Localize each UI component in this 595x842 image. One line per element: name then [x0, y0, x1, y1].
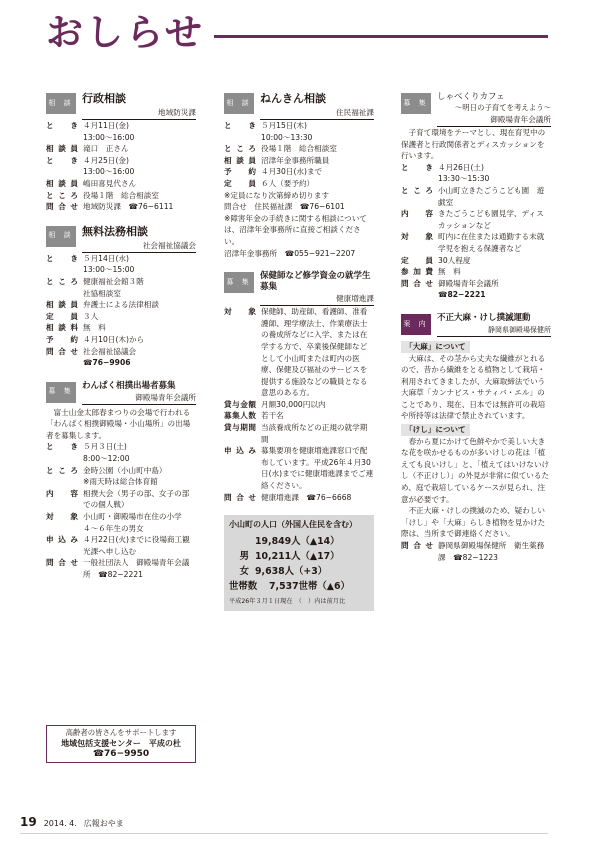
- section-tel: ☎82−2221: [438, 290, 486, 300]
- info-label: 問合せ: [224, 492, 256, 502]
- info-row: [401, 185, 551, 208]
- subheading-taima: 「大麻」について: [401, 341, 470, 353]
- info-label: 予 約: [224, 167, 256, 177]
- info-row: [46, 178, 196, 190]
- info-value: ４月26日(土): [438, 162, 484, 172]
- info-label: 申込み: [46, 535, 78, 545]
- title-rule: [214, 35, 548, 38]
- section-dept: 静岡県御殿場保健所: [437, 325, 551, 337]
- info-value: 町内に在住または通勤する未就学児を抱える保護者など: [438, 232, 545, 253]
- info-value: 無 料: [83, 323, 106, 333]
- info-row: [46, 322, 196, 334]
- support-line-1: 高齢者の皆さんをサポートします: [65, 728, 177, 737]
- info-row: [224, 422, 374, 445]
- info-row: [401, 208, 551, 231]
- population-title: 小山町の人口（外国人住民を含む）: [229, 520, 357, 530]
- info-row: [46, 534, 196, 557]
- info-row: [224, 143, 374, 155]
- support-line-2: 地域包括支援センター 平成の杜: [61, 738, 181, 748]
- info-value: 募集要項を健康増進課窓口で配布しています。平成26年４月30日(水)までに健康増進課までご連絡ください。: [261, 446, 374, 491]
- info-value: 御殿場青年会議所: [438, 278, 499, 288]
- info-label: [46, 476, 83, 488]
- section-rows: [224, 306, 374, 503]
- population-total-value: 19,849人（▲14）: [255, 535, 340, 547]
- info-label: 相談員: [46, 178, 78, 188]
- info-label: 問合せ: [46, 558, 78, 568]
- info-value: 月額30,000円以内: [261, 399, 326, 409]
- info-row: [401, 231, 551, 254]
- section-rows: [401, 162, 551, 290]
- subheading-keshi: 「けし」について: [401, 424, 470, 436]
- section-title: 保健師など修学資金の就学生募集: [260, 271, 371, 292]
- column-2: [224, 92, 374, 611]
- info-label: 定 員: [46, 311, 78, 321]
- info-value: 弁護士による法律相談: [83, 300, 159, 310]
- population-households-value: 7,537世帯（▲6）: [269, 580, 350, 592]
- section-title: ねんきん相談: [260, 92, 326, 105]
- info-label: [46, 132, 83, 144]
- info-row: [224, 132, 374, 144]
- info-label: 問合せ: [401, 541, 433, 550]
- info-row: [46, 465, 196, 477]
- section-tag: 相 談: [46, 93, 76, 114]
- info-label: 募集人数: [224, 411, 256, 421]
- info-row: [401, 162, 551, 174]
- info-row: [46, 488, 196, 511]
- info-value: ４月25日(金): [83, 155, 129, 165]
- info-label: 貸与期間: [224, 423, 256, 433]
- info-label: ところ: [401, 185, 433, 195]
- section-gyousei: [46, 92, 196, 213]
- info-value: ５月３日(土): [83, 442, 127, 452]
- section-nenkin: [224, 92, 374, 259]
- section-houritsu: [46, 225, 196, 369]
- info-row: [46, 166, 196, 178]
- info-row: [224, 306, 374, 399]
- population-male-value: 10,211人（▲17）: [255, 550, 340, 562]
- section-wanpaku: [46, 381, 196, 581]
- info-label: 対 象: [401, 232, 433, 242]
- info-value: 健康福祉会館３階: [83, 276, 144, 286]
- population-female-value: 9,638人（+3）: [255, 565, 328, 577]
- info-label: ところ: [46, 276, 78, 286]
- info-row: [224, 410, 374, 422]
- info-row: [46, 155, 196, 167]
- info-row: [46, 557, 196, 580]
- info-row: [46, 143, 196, 155]
- info-value: ４月30日(水)まで: [261, 167, 323, 177]
- section-taima: [401, 313, 551, 563]
- info-label: と き: [46, 155, 78, 165]
- info-value: 社協相談室: [83, 288, 121, 298]
- population-total: [229, 534, 370, 549]
- footer: [20, 815, 124, 829]
- info-label: 問合せ: [46, 202, 78, 212]
- info-value: 沼津年金事務所職員: [261, 155, 330, 165]
- section-dept: 御殿場青年会議所: [82, 393, 196, 405]
- info-value: きたごうこども園見学、ディスカッションなど: [438, 209, 544, 230]
- support-box: [46, 725, 196, 763]
- info-value: 小山町立きたごうこども園 遊戯室: [438, 185, 545, 207]
- section-cafe: [401, 92, 551, 301]
- info-value: 若干名: [261, 411, 284, 421]
- info-label: 相談料: [46, 323, 78, 333]
- info-value: ５月15日(木): [261, 121, 307, 130]
- info-value: 一般社団法人 御殿場青年会議所 ☎82−2221: [83, 558, 190, 579]
- info-row: [46, 311, 196, 323]
- info-label: 参加費: [401, 267, 433, 277]
- info-value: ４月10日(木)から: [83, 334, 145, 344]
- section-dept: 社会福祉協議会: [82, 241, 196, 253]
- info-row: [224, 445, 374, 491]
- info-value: 嶋田喜見代さん: [83, 178, 137, 188]
- section-rows: [46, 441, 196, 580]
- column-1: [46, 92, 196, 593]
- info-row: [46, 476, 196, 488]
- info-value: 30人程度: [438, 255, 471, 265]
- info-label: ところ: [46, 190, 78, 200]
- info-value: 10:00〜13:30: [261, 132, 313, 142]
- section-tag: 案 内: [401, 314, 431, 335]
- section-tag: 相 談: [224, 93, 254, 114]
- section-subtitle: 〜明日の子育てを考えよう〜: [454, 102, 551, 112]
- info-label: 貸与金額: [224, 399, 256, 409]
- info-row: [401, 255, 551, 267]
- info-label: と き: [46, 253, 78, 263]
- info-label: 対 象: [224, 307, 256, 317]
- info-label: [224, 132, 261, 144]
- info-row: [224, 492, 374, 504]
- section-title: 不正大麻・けし撲滅運動: [437, 312, 531, 323]
- section-tag: 相 談: [46, 226, 76, 247]
- info-value: 13:00〜16:00: [83, 132, 135, 142]
- section-tag: 募 集: [46, 382, 76, 403]
- section-note: 沼津年金事務所 ☎055−921−2207: [224, 248, 356, 258]
- info-row: [224, 178, 374, 190]
- section-intro: 子育て環境をテーマとし、現在育児中の保護者と行政関係者とディスカッションを行います。: [401, 128, 546, 161]
- info-value: 相撲大会（男子の部、女子の部での個人戦）: [83, 488, 190, 510]
- support-tel: ☎76−9950: [92, 749, 150, 759]
- section-note: ※定員になり次第締め切ります: [224, 190, 330, 200]
- info-label: 問合せ: [46, 346, 78, 356]
- info-value: ６人（要予約）: [261, 178, 315, 188]
- info-row: [46, 201, 196, 213]
- info-value: 滝口 正さん: [83, 144, 129, 154]
- info-value: 金時公園（小山町中島）: [83, 465, 167, 475]
- section-tel: ☎76−9906: [83, 358, 131, 368]
- info-value: 13:00〜16:00: [83, 167, 135, 177]
- info-row: [46, 276, 196, 288]
- info-row: [224, 120, 374, 132]
- info-label: [46, 453, 83, 465]
- info-label: と き: [46, 442, 78, 452]
- info-value: 役場１階 総合相談室: [261, 144, 337, 154]
- info-label: 相談員: [224, 155, 256, 165]
- population-male-label: 男: [239, 550, 249, 562]
- column-3: [401, 92, 551, 575]
- section-note: 問合せ 住民福祉課 ☎76−6101: [224, 202, 345, 212]
- info-row: [46, 441, 196, 453]
- info-label: 申込み: [224, 446, 256, 456]
- section-dept: 御殿場青年会議所: [437, 115, 551, 127]
- footer-rule: [20, 833, 548, 834]
- population-households: [229, 579, 370, 594]
- info-row: [224, 399, 374, 411]
- info-row: [46, 334, 196, 346]
- info-label: と き: [224, 121, 256, 130]
- info-value: 健康増進課 ☎76−6668: [261, 492, 352, 502]
- info-value: 静岡県御殿場保健所 衛生薬務課 ☎82−1223: [438, 541, 545, 562]
- info-label: 内 容: [401, 209, 433, 219]
- section-rows: [401, 540, 551, 563]
- population-female-label: 女: [239, 565, 249, 577]
- info-label: 対 象: [46, 512, 78, 522]
- population-female: [229, 564, 370, 579]
- info-value: 小山町・御殿場市在住の小学４〜６年生の男女: [83, 512, 182, 533]
- info-row: [46, 288, 196, 300]
- population-households-label: 世帯数: [229, 580, 258, 592]
- section-tag: 募 集: [401, 93, 431, 114]
- info-label: ところ: [224, 144, 256, 154]
- info-label: 相談員: [46, 144, 78, 154]
- section-title: 行政相談: [82, 92, 126, 105]
- section-note: ※障害年金の手続きに関する相談については、沼津年金事務所に直接ご相談ください。: [224, 213, 367, 246]
- info-label: 問合せ: [401, 278, 433, 288]
- info-label: 相談員: [46, 300, 78, 310]
- info-value: 役場１階 総合相談室: [83, 190, 159, 200]
- info-value: 地域防災課 ☎76−6111: [83, 202, 174, 212]
- population-male: [229, 549, 370, 564]
- info-row: [46, 120, 196, 132]
- info-label: [401, 173, 438, 185]
- info-row: [46, 299, 196, 311]
- section-rows: [224, 120, 374, 190]
- info-value: 保健師、助産師、看護師、准看護師、理学療法士、作業療法士の養成所などに入学、または在学する方で、卒業後保健師などとして小山町または町内の医療、保健及び福祉のサービスを提供する施設などの職員となる意思のある方。: [261, 307, 368, 398]
- page-number: 19: [20, 815, 37, 829]
- paragraph-keshi: 春から夏にかけて色鮮やかで美しい大きな花を咲かせるものが多いけしの花は「植えても良いけし」と、「植えてはいけないけし（不正けし）」の外見が非常に似ているため、庭で栽培しているケースが見られ、注意が必要です。: [401, 436, 550, 504]
- publication-name: 広報おやま: [83, 819, 124, 828]
- issue-date: 2014. 4.: [43, 819, 77, 828]
- info-value: 13:00〜15:00: [83, 265, 135, 275]
- info-label: 定 員: [224, 178, 256, 188]
- info-label: と き: [46, 121, 78, 130]
- info-value: 無 料: [438, 267, 461, 277]
- info-row: [224, 155, 374, 167]
- info-row: [46, 264, 196, 276]
- info-label: [46, 166, 83, 178]
- page-title: おしらせ: [46, 11, 205, 54]
- info-row: [46, 511, 196, 534]
- population-box: [224, 515, 374, 611]
- section-title: しゃべくりカフェ: [437, 92, 505, 102]
- section-tag: 募 集: [224, 272, 254, 293]
- section-title: わんぱく相撲出場者募集: [82, 380, 176, 391]
- info-value: 8:00〜12:00: [83, 454, 130, 464]
- info-row: [46, 132, 196, 144]
- section-rows: [46, 120, 196, 213]
- section-rows: [46, 253, 196, 357]
- section-dept: 住民福祉課: [260, 108, 374, 120]
- section-title: 無料法務相談: [82, 224, 148, 238]
- section-dept: 地域防災課: [82, 108, 196, 120]
- info-row: [46, 453, 196, 465]
- info-value: ５月14日(水): [83, 253, 129, 263]
- info-label: [46, 264, 83, 276]
- info-row: [46, 190, 196, 202]
- info-row: [46, 253, 196, 265]
- info-row: [401, 266, 551, 278]
- paragraph-taima: 大麻は、その茎から丈夫な繊維がとれるので、昔から繊維をとる植物として栽培・利用されてきましたが、大麻取締法でいう大麻草「カンナビス・サティバ・エル」のことであり、現在、日本では無許可の栽培や所持等は法律で禁止されています。: [401, 353, 546, 421]
- info-value: 当該養成所などの正規の就学期間: [261, 423, 368, 444]
- info-value: ４月22日(火)までに役場商工観光課へ申し込む: [83, 535, 190, 556]
- info-row: [401, 173, 551, 185]
- info-value: 13:30〜15:30: [438, 174, 490, 184]
- section-hoiku: [224, 271, 374, 503]
- paragraph-contact: 不正大麻・けしの撲滅のため、疑わしい「けし」や「大麻」らしき植物を見かけた際は、当所まで御連絡ください。: [401, 506, 546, 539]
- info-row: [401, 540, 551, 563]
- info-label: と き: [401, 162, 433, 172]
- info-value: ４月11日(金): [83, 121, 129, 130]
- info-label: 予 約: [46, 334, 78, 344]
- info-label: [46, 288, 83, 300]
- population-note: 平成26年３月１日現在 （ ）内は前月比: [229, 597, 346, 605]
- info-value: ※雨天時は総合体育館: [83, 477, 158, 487]
- info-row: [46, 346, 196, 358]
- info-value: 社会福祉協議会: [83, 346, 137, 356]
- info-value: ３人: [83, 311, 99, 321]
- section-dept: 健康増進課: [260, 294, 374, 306]
- info-row: [224, 166, 374, 178]
- info-label: 定 員: [401, 255, 433, 265]
- info-label: ところ: [46, 465, 78, 475]
- section-intro: 富士山金太郎春まつりの会場で行われる「わんぱく相撲御殿場・小山場所」の出場者を募集します。: [46, 407, 191, 440]
- info-row: [401, 278, 551, 290]
- info-label: 内 容: [46, 488, 78, 498]
